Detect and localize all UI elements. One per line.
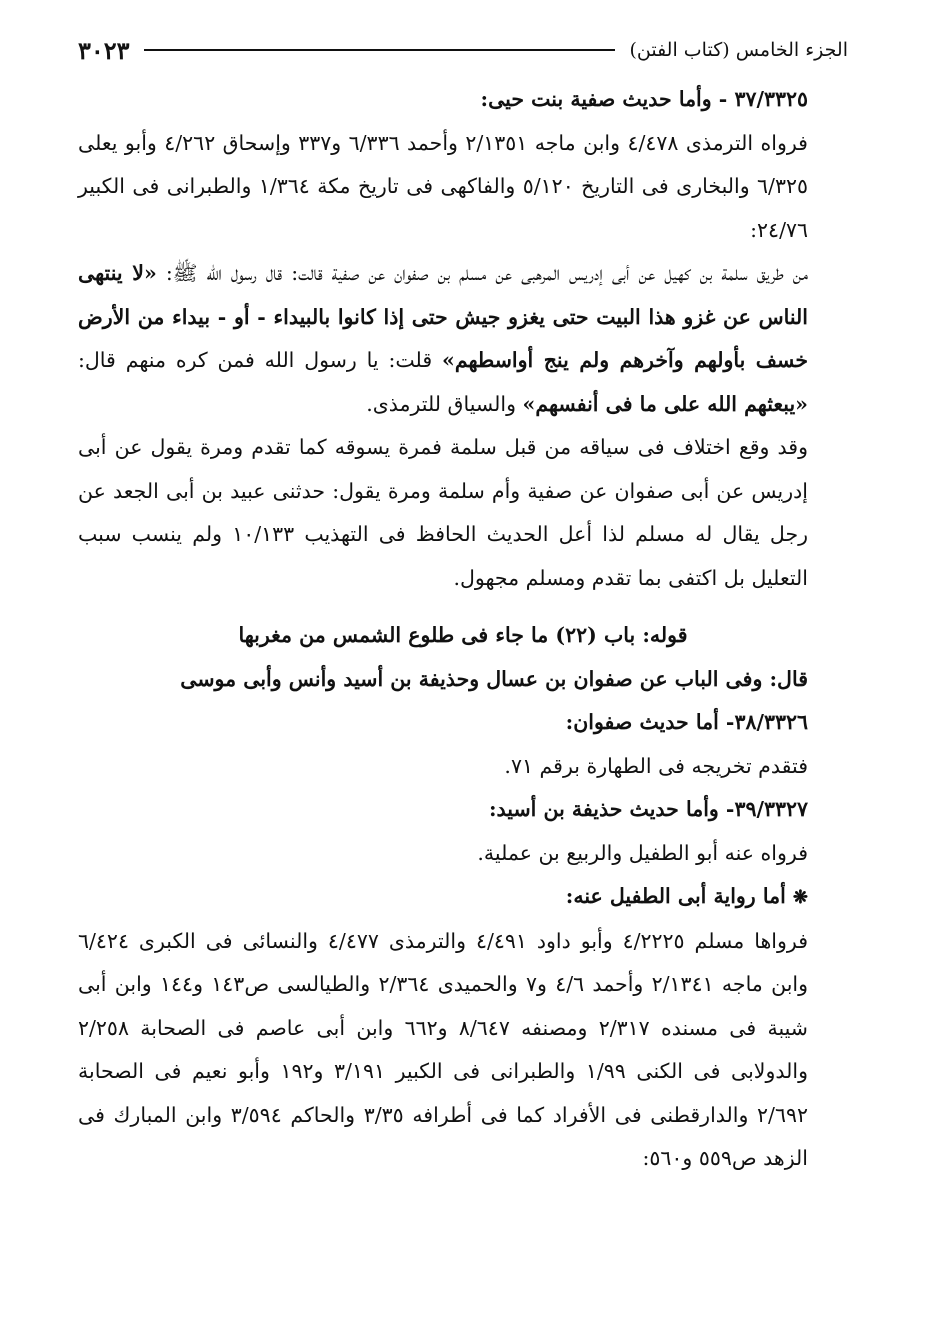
commentary-paragraph: وقد وقع اختلاف فى سياقه من قبل سلمة فمرة يسوقه كما تقدم ومرة يقول عن أبى إدريس عن أبى صفوان عن صفية وأم سلمة ومرة يقول: حدثنى عبيد بن أبى الجعد عن رجل يقال له مسلم لذا أعل الحديث الحافظ فى التهذيب ١٠/١٣٣ ولم ينسب سبب التعليل بل اكتفى بما تقدم ومسلم مجهول.: [78, 435, 809, 590]
chapter-subheading: قال: وفى الباب عن صفوان بن عسال وحذيفة بن أسيد وأنس وأبى موسى: [180, 666, 808, 691]
hadith-heading-hudhayfa: ٣٩/٣٣٢٧- وأما حديث حذيفة بن أسيد:: [488, 797, 808, 821]
running-header: [78, 30, 848, 70]
hadith-heading-safwan: ٣٨/٣٣٢٦- أما حديث صفوان:: [565, 710, 808, 734]
riwaya-heading: [78, 875, 848, 920]
header-title: الجزء الخامس (كتاب الفتن): [629, 39, 848, 61]
page-number: ٣٠٢٣: [78, 35, 130, 65]
hadith-text-paragraph: [78, 252, 848, 426]
takhrij-paragraph-safiyya: فرواه الترمذى ٤/٤٧٨ وابن ماجه ٢/١٣٥١ وأحمد ٦/٣٣٦ و٣٣٧ وإسحاق ٤/٢٦٢ وأبو يعلى ٦/٣٢٥ والبخارى فى التاريخ ٥/١٢٠ والفاكهى فى تاريخ مكة ١/٣٦٤ والطبرانى فى الكبير ٢٤/٧٦:: [78, 130, 808, 242]
star-icon: ❋: [792, 887, 808, 908]
riwaya-heading-text: أما رواية أبى الطفيل عنه:: [565, 884, 793, 908]
takhrij-paragraph-hudhayfa: فرواها مسلم ٤/٢٢٢٥ وأبو داود ٤/٤٩١ والترمذى ٤/٤٧٧ والنسائى فى الكبرى ٦/٤٢٤ وابن ماجه ٢/١٣٤١ وأحمد ٤/٦ و٧ والحميدى ٢/٣٦٤ والطيالسى ص١٤٣ و١٤٤ وابن أبى شيبة فى مسنده ٢/٣١٧ ومصنفه ٨/٦٤٧ و٦٦٢ وابن أبى عاصم فى الصحابة ٢/٢٥٨ والدولابى فى الكنى ١/٩٩ والطبرانى فى الكبير ٣/١٩١ و١٩٢ وأبو نعيم فى الصحابة ٢/٦٩٢ والدارقطنى فى الأفراد كما فى أطرافه ٣/٣٥ والحاكم ٣/٥٩٤ وابن المبارك فى الزهد ص٥٥٩ و٥٦٠:: [78, 928, 809, 1170]
hadith-heading-safiyya: ٣٧/٣٣٢٥ - وأما حديث صفية بنت حيى:: [480, 87, 808, 111]
takhrij-paragraph-safwan: فتقدم تخريجه فى الطهارة برقم ٧١.: [504, 753, 808, 778]
isnad-text: من طريق سلمة بن كهيل عن أبى إدريس المرهبى عن مسلم بن صفوان عن صفية قالت: قال رسول الله ﷺ:: [156, 261, 808, 285]
hadith-matn: «لا ينتهى الناس عن غزو هذا البيت حتى يغزو جيش حتى إذا كانوا بالبيداء - أو - بيداء من الأرض خسف بأولهم وآخرهم ولم ينج أواسطهم»: [78, 261, 808, 372]
narrators-paragraph: فرواه عنه أبو الطفيل والربيع بن عملية.: [477, 840, 808, 865]
header-rule: [144, 49, 616, 51]
chapter-heading: قوله: باب (٢٢) ما جاء فى طلوع الشمس من مغربها: [238, 623, 688, 647]
hadith-answer: «يبعثهم الله على ما فى أنفسهم»: [522, 391, 808, 416]
book-page: [78, 30, 848, 1181]
question-text: قلت: يا رسول الله فمن كره منهم قال:: [78, 348, 443, 372]
attribution-text: والسياق للترمذى.: [366, 391, 523, 416]
